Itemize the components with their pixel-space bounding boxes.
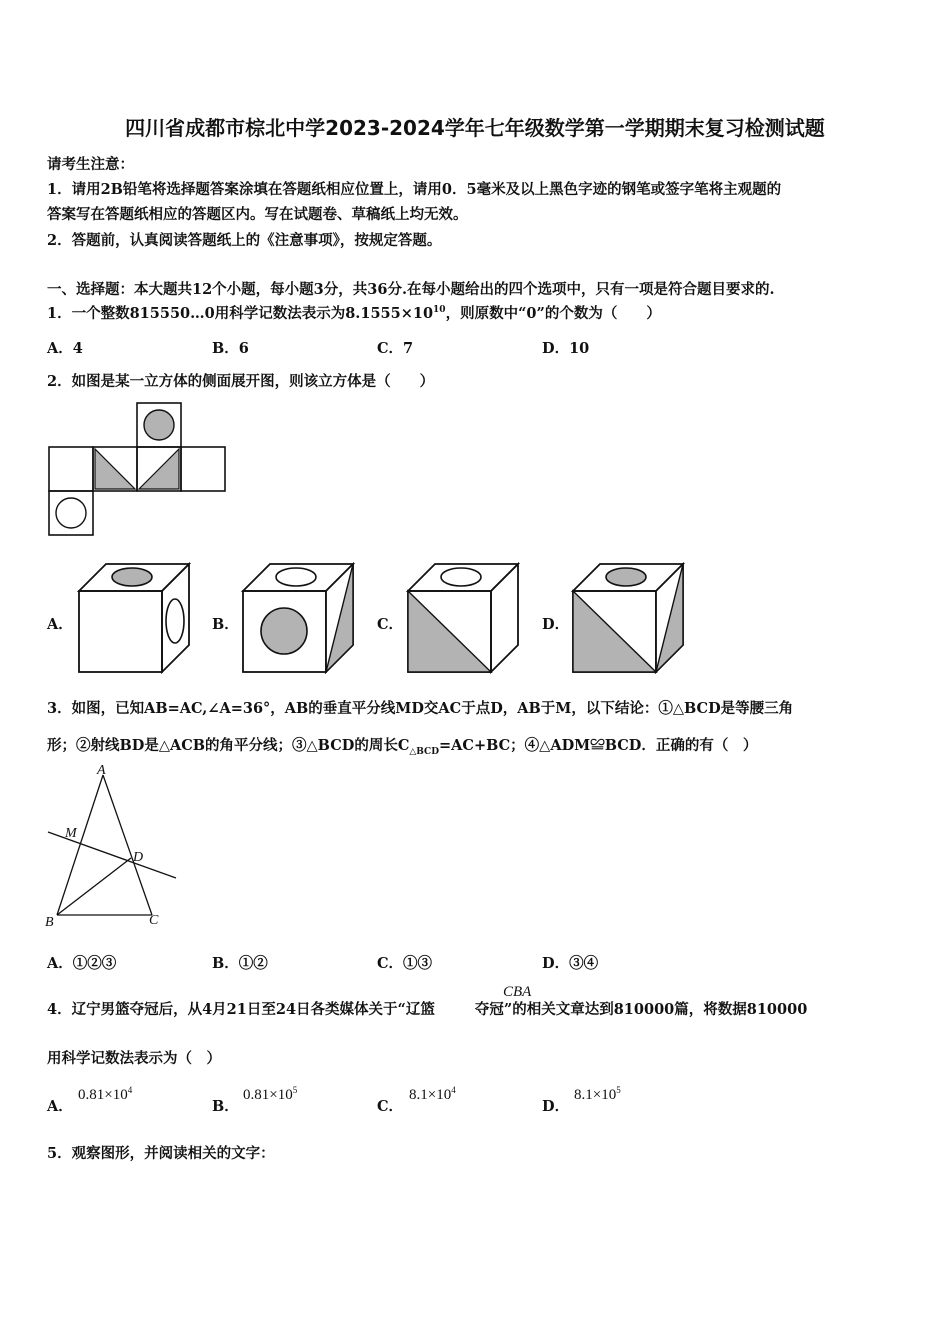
q4-option-b-value[interactable]: $0.81\times 10^5$ — [243, 1085, 298, 1103]
point-m-label: M — [65, 826, 77, 841]
point-c-label: C — [149, 913, 159, 928]
point-d-label: D — [133, 850, 144, 865]
question-4 — [47, 998, 807, 1019]
question-3-cont — [47, 734, 757, 757]
q3-option-a[interactable]: A．①②③ — [47, 955, 117, 972]
q3-option-d[interactable]: D．③④ — [542, 955, 599, 972]
q2-option-c-label[interactable]: C． — [377, 616, 404, 633]
q2-option-c-cube[interactable] — [405, 561, 521, 675]
q1-option-b[interactable]: B．6 — [212, 340, 249, 357]
q1-stem: 1．一个整数815550…0用科学记数法表示为8.1555×10 — [47, 305, 434, 322]
q4-option-c-value[interactable]: $8.1\times 10^4$ — [409, 1085, 456, 1103]
q1-stem-end: ，则原数中“0”的个数为（ ） — [445, 305, 661, 322]
q1-exponent: 10 — [433, 305, 446, 316]
notice-item-1-cont: 答案写在答题纸相应的答题区内。写在试题卷、草稿纸上均无效。 — [47, 206, 468, 223]
q3-option-b[interactable]: B．①② — [212, 955, 268, 972]
question-5: 5．观察图形，并阅读相关的文字： — [47, 1145, 275, 1162]
q2-option-b-label[interactable]: B． — [212, 616, 239, 633]
q2-option-a-label[interactable]: A． — [47, 616, 73, 633]
notice-item-2: 2．答题前，认真阅读答题纸上的《注意事项》，按规定答题。 — [47, 232, 442, 249]
q2-option-d-cube[interactable] — [570, 561, 686, 675]
section-heading: 一、选择题：本大题共12个小题，每小题3分，共36分.在每小题给出的四个选项中，只有一项是符合题目要求的. — [47, 281, 775, 298]
q2-option-b-cube[interactable] — [240, 561, 356, 675]
cba-formula: CBA — [503, 984, 532, 1000]
q3-stem: 形；②射线BD是△ACB的角平分线；③△BCD的周长C — [47, 737, 410, 754]
q2-option-d-label[interactable]: D． — [542, 616, 570, 633]
question-4-cont: 用科学记数法表示为（ ） — [47, 1050, 221, 1067]
q4-stem-end: 夺冠”的相关文章达到810000篇，将数据810000 — [474, 1001, 808, 1018]
q3-subscript: △BCD — [409, 746, 440, 757]
q3-stem-end: =AC+BC；④△ADM≌BCD．正确的有（ ） — [439, 737, 758, 754]
q1-option-c[interactable]: C．7 — [377, 340, 414, 357]
point-b-label: B — [45, 915, 54, 930]
page-title: 四川省成都市棕北中学2023-2024学年七年级数学第一学期期末复习检测试题 — [125, 116, 825, 140]
question-3: 3．如图，已知AB=AC,∠A=36°，AB的垂直平分线MD交AC于点D，AB于M，以下结论：①△BCD是等腰三角 — [47, 700, 794, 717]
q2-option-a-cube[interactable] — [76, 561, 192, 675]
q4-option-a-value[interactable]: $0.81\times 10^4$ — [78, 1085, 133, 1103]
point-a-label: A — [97, 763, 106, 778]
q4-option-d-value[interactable]: $8.1\times 10^5$ — [574, 1085, 621, 1103]
q1-option-a[interactable]: A．4 — [47, 340, 83, 357]
q1-option-d[interactable]: D．10 — [542, 340, 590, 357]
question-2: 2．如图是某一立方体的侧面展开图，则该立方体是（ ） — [47, 373, 435, 390]
cube-net-figure — [47, 402, 229, 537]
q4-option-b-label[interactable]: B． — [212, 1098, 239, 1115]
q4-option-c-label[interactable]: C． — [377, 1098, 404, 1115]
q4-stem: 4．辽宁男篮夺冠后，从4月21日至24日各类媒体关于“辽篮 — [47, 1001, 435, 1018]
q4-option-a-label[interactable]: A． — [47, 1098, 73, 1115]
q3-option-c[interactable]: C．①③ — [377, 955, 433, 972]
question-1 — [47, 302, 661, 323]
q4-option-d-label[interactable]: D． — [542, 1098, 570, 1115]
triangle-figure — [40, 760, 190, 932]
notice-heading: 请考生注意： — [47, 156, 134, 173]
notice-item-1: 1．请用2B铅笔将选择题答案涂填在答题纸相应位置上，请用0．5毫米及以上黑色字迹的钢笔或签字笔将主观题的 — [47, 181, 782, 198]
